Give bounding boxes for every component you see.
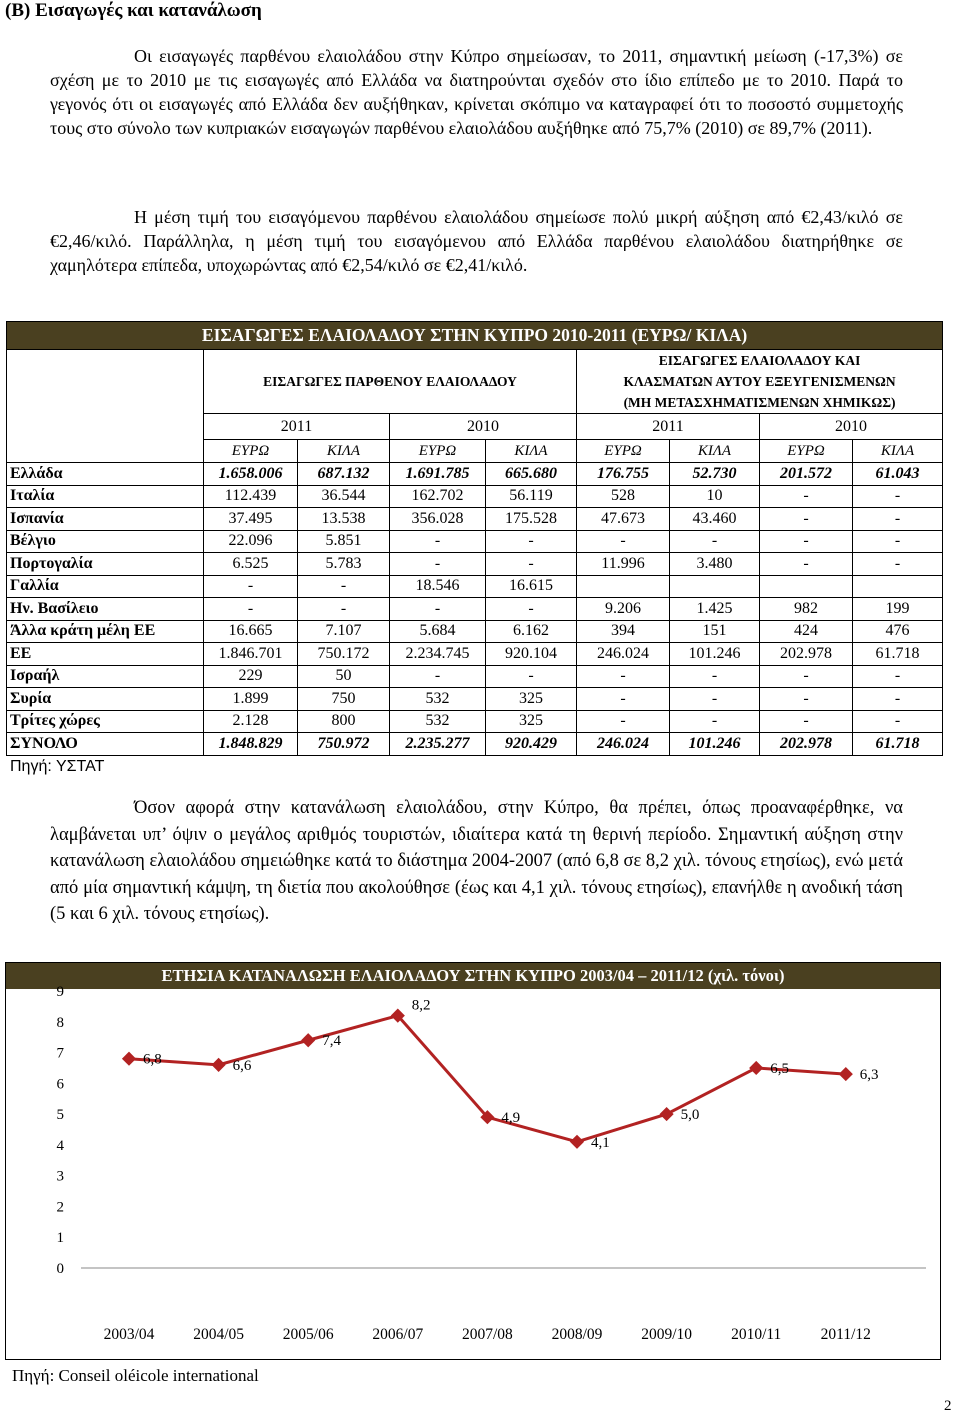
x-tick-label: 2009/10 (641, 1326, 693, 1343)
header-refined-line1: ΕΙΣΑΓΩΓΕΣ ΕΛΑΙΟΛΑΔΟΥ ΚΑΙ (658, 353, 861, 368)
table-cell: 982 (760, 598, 853, 621)
table-cell: - (298, 575, 390, 598)
table-cell: 2.128 (204, 710, 298, 733)
table-cell: 3.480 (670, 553, 760, 576)
y-tick-label: 1 (56, 1230, 64, 1247)
table-cell (577, 575, 670, 598)
table-cell: 11.996 (577, 553, 670, 576)
table-cell (760, 575, 853, 598)
table-cell: - (760, 688, 853, 711)
y-tick-label: 4 (56, 1137, 64, 1154)
table-row (7, 575, 943, 598)
table-cell: 5.851 (298, 530, 390, 553)
table-cell: - (204, 598, 298, 621)
header-unit: ΚΙΛΑ (853, 440, 943, 463)
table-row (7, 463, 943, 486)
row-label: Ισραήλ (7, 665, 204, 688)
x-tick-label: 2005/06 (282, 1326, 334, 1343)
table-cell: - (853, 508, 943, 531)
header-unit: ΚΙΛΑ (486, 440, 577, 463)
row-label: Ην. Βασίλειο (7, 598, 204, 621)
chart-title: ΕΤΗΣΙΑ ΚΑΤΑΝΑΛΩΣΗ ΕΛΑΙΟΛΑΔΟΥ ΣΤΗΝ ΚΥΠΡΟ 2003/04 – 2011/12 (χιλ. τόνοι) (6, 963, 940, 989)
table-cell: 2.234.745 (390, 643, 486, 666)
table-cell: 394 (577, 620, 670, 643)
table-cell: 175.528 (486, 508, 577, 531)
table-row (7, 665, 943, 688)
section-heading: (Β) Εισαγωγές και κατανάλωση (5, 0, 262, 21)
table-cell: 750 (298, 688, 390, 711)
table-cell: - (390, 553, 486, 576)
table-cell: 151 (670, 620, 760, 643)
data-label: 4,1 (591, 1134, 610, 1151)
table-cell: 920.429 (486, 733, 577, 756)
table-row (7, 688, 943, 711)
header-unit: ΕΥΡΩ (204, 440, 298, 463)
table-cell: - (760, 508, 853, 531)
table-cell: 246.024 (577, 733, 670, 756)
table-cell: 9.206 (577, 598, 670, 621)
x-tick-label: 2004/05 (193, 1326, 245, 1343)
table-cell (670, 575, 760, 598)
table-cell: 101.246 (670, 643, 760, 666)
table-cell: - (486, 598, 577, 621)
data-label: 7,4 (322, 1033, 341, 1050)
x-tick-label: 2006/07 (372, 1326, 424, 1343)
paragraph-consumption: Όσον αφορά στην κατανάλωση ελαιολάδου, στην Κύπρο, θα πρέπει, όπως προαναφέρθηκε, να λαμβάνεται υπ’ όψιν ο μεγάλος αριθμός τουριστών, ιδιαίτερα κατά τη θερινή περίοδο. Σημαντική αύξηση στην κατανάλωση ελαιολάδου σημειώθηκε κατά το διάστημα 2004-2007 (από 6,8 σε 8,2 χιλ. τόνους ετησίως), ενώ μετά από μία σημαντική κάμψη, τη διετία που ακολούθησε (έως και 4,1 χιλ. τόνους ετησίως), επανήλθε η ανοδική τάση (5 και 6 χιλ. τόνους ετησίως). (50, 798, 903, 924)
table-cell: 61.718 (853, 643, 943, 666)
paragraph-prices: Η μέση τιμή του εισαγόμενου παρθένου ελαιολάδου σημείωσε πολύ μικρή αύξηση από €2,43/κιλό σε €2,46/κιλό. Παράλληλα, η μέση τιμή του εισαγόμενου από Ελλάδα παρθένου ελαιολάδου διατηρήθηκε σε χαμηλότερα επίπεδα, υποχωρώντας από €2,54/κιλό σε €2,41/κιλό. (50, 207, 903, 275)
table-cell: - (670, 710, 760, 733)
table-cell: - (670, 665, 760, 688)
row-label: ΣΥΝΟΛΟ (7, 733, 204, 756)
table-cell: - (577, 530, 670, 553)
consumption-chart (5, 962, 941, 1360)
header-refined-line2: ΚΛΑΣΜΑΤΩΝ ΑΥΤΟΥ ΕΞΕΥΓΕΝΙΣΜΕΝΩΝ (623, 374, 896, 389)
table-cell: 800 (298, 710, 390, 733)
table-cell: 750.972 (298, 733, 390, 756)
chart-plot (6, 963, 940, 1359)
table-cell: 325 (486, 710, 577, 733)
table-cell: 687.132 (298, 463, 390, 486)
table-row (7, 733, 943, 756)
table-cell: 229 (204, 665, 298, 688)
header-refined-line3: (ΜΗ ΜΕΤΑΣΧΗΜΑΤΙΣΜΕΝΩΝ ΧΗΜΙΚΩΣ) (623, 395, 896, 410)
table-cell: - (853, 553, 943, 576)
table-cell: 22.096 (204, 530, 298, 553)
data-label: 8,2 (411, 997, 431, 1014)
header-year: 2011 (577, 414, 760, 440)
table-cell: - (760, 485, 853, 508)
row-label: Βέλγιο (7, 530, 204, 553)
table-source: Πηγή: ΥΣΤΑΤ (10, 758, 105, 775)
table-cell: 532 (390, 688, 486, 711)
header-unit: ΚΙΛΑ (298, 440, 390, 463)
row-label: Τρίτες χώρες (7, 710, 204, 733)
table-cell: 750.172 (298, 643, 390, 666)
imports-table (6, 321, 943, 756)
data-label: 6,6 (232, 1057, 252, 1074)
table-cell: 920.104 (486, 643, 577, 666)
data-label: 6,3 (859, 1067, 879, 1084)
header-year: 2010 (390, 414, 577, 440)
row-label: Ιταλία (7, 485, 204, 508)
x-tick-label: 2011/12 (820, 1326, 871, 1343)
header-refined-oil (577, 350, 943, 414)
header-unit: ΚΙΛΑ (670, 440, 760, 463)
table-cell: 1.658.006 (204, 463, 298, 486)
table-cell: 18.546 (390, 575, 486, 598)
table-row (7, 553, 943, 576)
table-cell: 16.665 (204, 620, 298, 643)
table-cell: 43.460 (670, 508, 760, 531)
table-cell: 325 (486, 688, 577, 711)
table-cell: - (577, 710, 670, 733)
table-cell: - (390, 598, 486, 621)
table-cell: 1.691.785 (390, 463, 486, 486)
table-cell: - (486, 553, 577, 576)
table-cell: 6.525 (204, 553, 298, 576)
chart-source: Πηγή: Conseil oléicole international (12, 1366, 259, 1385)
header-year: 2010 (760, 414, 943, 440)
x-tick-label: 2010/11 (731, 1326, 782, 1343)
table-cell: 201.572 (760, 463, 853, 486)
table-cell: 665.680 (486, 463, 577, 486)
table-cell: 1.425 (670, 598, 760, 621)
data-label: 6,5 (770, 1060, 789, 1077)
table-row (7, 643, 943, 666)
table-cell: 162.702 (390, 485, 486, 508)
table-cell: - (298, 598, 390, 621)
table-row (7, 620, 943, 643)
data-point (839, 1067, 853, 1081)
table-cell: 10 (670, 485, 760, 508)
table-cell: 1.846.701 (204, 643, 298, 666)
table-row (7, 530, 943, 553)
table-cell: - (853, 530, 943, 553)
y-tick-label: 0 (56, 1261, 64, 1277)
table-cell: 1.899 (204, 688, 298, 711)
table-cell: - (486, 530, 577, 553)
x-tick-label: 2008/09 (551, 1326, 603, 1343)
paragraph-imports: Οι εισαγωγές παρθένου ελαιολάδου στην Κύπρο σημείωσαν, το 2011, σημαντική μείωση (-17,3%) σε σχέση με το 2010 με τις εισαγωγές από Ελλάδα να διατηρούνται σχεδόν στο ίδιο επίπεδο με το 2010. Παρά το γεγονός ότι οι εισαγωγές από Ελλάδα δεν αυξήθηκαν, κρίνεται σκόπιμο να καταγραφεί ότι το ποσοστό συμμετοχής τους στο σύνολο των κυπριακών εισαγωγών παρθένου ελαιολάδου αυξήθηκε από 75,7% (2010) σε 89,7% (2011). (50, 46, 903, 138)
table-cell: 37.495 (204, 508, 298, 531)
data-point (212, 1058, 226, 1072)
table-cell: - (670, 688, 760, 711)
table-cell: 202.978 (760, 733, 853, 756)
table-cell: 528 (577, 485, 670, 508)
row-label: ΕΕ (7, 643, 204, 666)
table-cell: 61.718 (853, 733, 943, 756)
table-cell: - (853, 710, 943, 733)
table-cell: 36.544 (298, 485, 390, 508)
table-cell: 112.439 (204, 485, 298, 508)
table-cell: - (760, 530, 853, 553)
table-cell: - (390, 530, 486, 553)
table-cell: 476 (853, 620, 943, 643)
table-cell: 1.848.829 (204, 733, 298, 756)
data-point (122, 1052, 136, 1066)
table-cell: - (853, 688, 943, 711)
table-row (7, 710, 943, 733)
table-cell: 13.538 (298, 508, 390, 531)
table-cell: 56.119 (486, 485, 577, 508)
table-cell (853, 575, 943, 598)
data-point (570, 1135, 584, 1149)
table-cell: 176.755 (577, 463, 670, 486)
table-cell: - (390, 665, 486, 688)
table-title: ΕΙΣΑΓΩΓΕΣ ΕΛΑΙΟΛΑΔΟΥ ΣΤΗΝ ΚΥΠΡΟ 2010-2011 (ΕΥΡΩ/ ΚΙΛΑ) (7, 322, 943, 350)
table-cell: 6.162 (486, 620, 577, 643)
table-cell: 50 (298, 665, 390, 688)
y-tick-label: 6 (56, 1076, 64, 1093)
table-cell: 356.028 (390, 508, 486, 531)
row-label: Πορτογαλία (7, 553, 204, 576)
data-point (301, 1033, 315, 1047)
table-cell: 47.673 (577, 508, 670, 531)
table-row (7, 485, 943, 508)
y-tick-label: 5 (56, 1107, 64, 1124)
table-row (7, 598, 943, 621)
table-cell: - (853, 485, 943, 508)
y-tick-label: 3 (56, 1168, 64, 1185)
table-cell: 52.730 (670, 463, 760, 486)
table-cell: 2.235.277 (390, 733, 486, 756)
table-cell: 101.246 (670, 733, 760, 756)
y-tick-label: 2 (56, 1199, 64, 1216)
table-cell: 61.043 (853, 463, 943, 486)
table-cell: 424 (760, 620, 853, 643)
row-label: Γαλλία (7, 575, 204, 598)
data-label: 5,0 (680, 1107, 700, 1124)
header-year: 2011 (204, 414, 390, 440)
table-cell: 7.107 (298, 620, 390, 643)
table-cell: - (853, 665, 943, 688)
data-point (660, 1107, 674, 1121)
row-label: Συρία (7, 688, 204, 711)
header-unit: ΕΥΡΩ (390, 440, 486, 463)
y-tick-label: 9 (56, 984, 64, 1000)
data-label: 4,9 (501, 1110, 521, 1127)
data-point (749, 1061, 763, 1075)
table-cell: - (760, 553, 853, 576)
table-corner (7, 350, 204, 463)
page-number: 2 (944, 1398, 952, 1414)
table-cell: 532 (390, 710, 486, 733)
table-cell: 202.978 (760, 643, 853, 666)
table-cell: 246.024 (577, 643, 670, 666)
table-cell: - (204, 575, 298, 598)
x-tick-label: 2003/04 (103, 1326, 155, 1343)
row-label: Ελλάδα (7, 463, 204, 486)
table-row (7, 508, 943, 531)
row-label: Άλλα κράτη μέλη ΕΕ (7, 620, 204, 643)
header-unit: ΕΥΡΩ (760, 440, 853, 463)
y-tick-label: 8 (56, 1014, 64, 1031)
table-cell: 16.615 (486, 575, 577, 598)
table-cell: - (760, 665, 853, 688)
table-cell: - (577, 688, 670, 711)
table-cell: - (486, 665, 577, 688)
row-label: Ισπανία (7, 508, 204, 531)
table-cell: - (670, 530, 760, 553)
y-tick-label: 7 (56, 1045, 64, 1062)
data-label: 6,8 (143, 1051, 162, 1068)
table-cell: 5.783 (298, 553, 390, 576)
table-cell: 5.684 (390, 620, 486, 643)
header-unit: ΕΥΡΩ (577, 440, 670, 463)
table-cell: - (577, 665, 670, 688)
table-cell: 199 (853, 598, 943, 621)
table-cell: - (760, 710, 853, 733)
x-tick-label: 2007/08 (461, 1326, 513, 1343)
header-virgin-oil: ΕΙΣΑΓΩΓΕΣ ΠΑΡΘΕΝΟΥ ΕΛΑΙΟΛΑΔΟΥ (204, 350, 577, 414)
